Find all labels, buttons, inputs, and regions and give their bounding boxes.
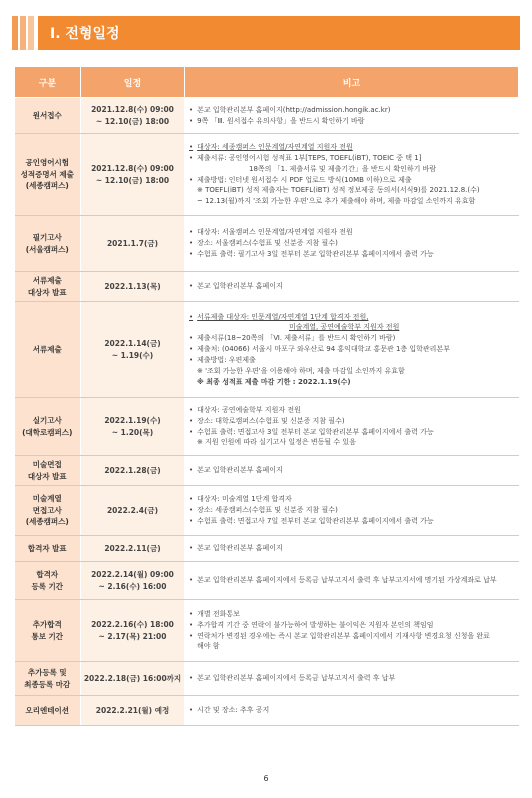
remark-line: • 본교 입학관리본부 홈페이지(http://admission.hongik.ac.kr) <box>189 105 515 116</box>
category-line: (세종캠퍼스) <box>25 181 69 191</box>
row-date <box>81 562 185 600</box>
category-line: 최종등록 마감 <box>24 679 71 689</box>
category-line: 대상자 발표 <box>27 471 67 481</box>
remark-line: • 대상자: 미술계열 1단계 합격자 <box>189 494 515 505</box>
row-date <box>81 98 185 134</box>
remark-line: • 본교 입학관리본부 홈페이지 <box>189 543 515 554</box>
date-line: ~ 2.16(수) 16:00 <box>98 581 167 591</box>
category-line: 성적증명서 제출 <box>20 169 74 179</box>
date-line: ~ 1.20(목) <box>111 427 154 437</box>
category-line: 공인영어시험 <box>25 158 69 168</box>
row-category <box>15 486 81 536</box>
table-row <box>15 216 519 272</box>
date-line: 2022.1.19(수) <box>104 415 161 425</box>
header-category: 구분 <box>15 67 81 98</box>
header-remarks: 비고 <box>185 67 519 98</box>
row-date <box>81 696 185 726</box>
row-category <box>15 696 81 726</box>
row-category <box>15 600 81 662</box>
date-line: 2022.2.11(금) <box>104 543 161 553</box>
row-date <box>81 398 185 456</box>
category-line: (세종캠퍼스) <box>25 517 69 527</box>
row-remarks <box>185 302 519 398</box>
row-date <box>81 486 185 536</box>
remark-line: • 본교 입학관리본부 홈페이지에서 등록금 납부고지서 출력 후 납부 <box>189 673 515 684</box>
row-remarks <box>185 216 519 272</box>
schedule-table <box>14 66 519 726</box>
date-line: 2022.2.14(월) 09:00 <box>91 569 174 579</box>
category-line: 실기고사 <box>32 415 62 425</box>
category-line: 추가등록 및 <box>27 667 67 677</box>
row-remarks <box>185 134 519 216</box>
remark-line: 미술계열, 공연예술학부 지원자 전원 <box>289 323 400 332</box>
table-row <box>15 398 519 456</box>
remark-line: • 9쪽 「Ⅲ. 원서접수 유의사항」을 반드시 확인하기 바람 <box>189 116 515 127</box>
row-category <box>15 216 81 272</box>
remark-line: ~ 12.13(월)까지 '조회 가능한 우편'으로 추가 제출해야 하며, 제출 마감일 소인까지 유효함 <box>197 197 476 206</box>
remark-line: • 제출방법: 인터넷 원서접수 시 PDF 업로드 방식(10MB 이하)으로 제출 <box>189 175 515 186</box>
page-number: 6 <box>263 774 269 783</box>
remark-line: • 수험표 출력: 면접고사 7일 전부터 본교 입학관리본부 홈페이지에서 출력 가능 <box>189 516 515 527</box>
table-row <box>15 662 519 696</box>
table-header-row <box>15 67 519 98</box>
title-stripe-3 <box>28 16 34 50</box>
category-line: (대학로캠퍼스) <box>22 427 73 437</box>
remark-line: 18쪽의 「1. 제출서류 및 제출기간」을 반드시 확인하기 바람 <box>249 164 437 173</box>
date-line: 2021.12.8(수) 09:00 <box>91 104 174 114</box>
date-line: 2022.2.4(금) <box>106 505 159 515</box>
remark-line: • 본교 입학관리본부 홈페이지 <box>189 281 515 292</box>
category-line: 서류제출 <box>32 275 62 285</box>
row-date <box>81 216 185 272</box>
row-date <box>81 456 185 486</box>
remark-line: • 제출방법: 우편제출 <box>189 355 515 366</box>
remark-line: ※ TOEFL(iBT) 성적 제출자는 TOEFL(iBT) 성적 정보제공 동의서(서식9)를 2021.12.8.(수) <box>197 186 480 195</box>
title-stripe-2 <box>20 16 26 50</box>
date-line: 2022.2.21(월) 예정 <box>95 705 170 715</box>
remark-line: • 본교 입학관리본부 홈페이지에서 등록금 납부고지서 출력 후 납부고지서에 명기된 가상계좌로 납부 <box>189 575 515 586</box>
row-date <box>81 600 185 662</box>
remark-line: • 제출서류(18~20쪽의 「Ⅵ. 제출서류」를 반드시 확인하기 바람) <box>189 333 515 344</box>
category-line: 원서접수 <box>32 110 62 120</box>
row-remarks <box>185 398 519 456</box>
remark-line: • 제출서류: 공인영어시험 성적표 1부[TEPS, TOEFL(iBT), TOEIC 중 택 1] <box>189 153 515 164</box>
date-line: 2022.2.18(금) 16:00까지 <box>83 673 182 683</box>
row-category <box>15 302 81 398</box>
date-line: 2022.1.14(금) <box>104 338 161 348</box>
table-row <box>15 600 519 662</box>
row-date <box>81 302 185 398</box>
remark-line: ※ 최종 성적표 제출 마감 기한 : 2022.1.19(수) <box>197 377 351 386</box>
remark-line: • 수험표 출력: 필기고사 3일 전부터 본교 입학관리본부 홈페이지에서 출력 가능 <box>189 249 515 260</box>
section-title: Ⅰ. 전형일정 <box>38 16 520 50</box>
category-line: 미술계열 <box>32 494 62 504</box>
date-line: ~ 12.10(금) 18:00 <box>95 175 170 185</box>
table-row <box>15 536 519 562</box>
row-category <box>15 456 81 486</box>
category-line: 대상자 발표 <box>27 287 67 297</box>
remark-line: • 추가합격 기간 중 연락이 불가능하여 발생하는 불이익은 지원자 본인의 책임임 <box>189 620 515 631</box>
date-line: ~ 1.19(수) <box>111 350 154 360</box>
remark-line: ※ 지원 인원에 따라 실기고사 일정은 변동될 수 있음 <box>197 438 356 447</box>
row-remarks <box>185 562 519 600</box>
row-category <box>15 536 81 562</box>
row-remarks <box>185 98 519 134</box>
date-line: 2022.2.16(수) 18:00 <box>91 619 174 629</box>
category-line: 오리엔테이션 <box>25 705 69 715</box>
date-line: 2021.1.7(금) <box>106 238 159 248</box>
row-category <box>15 562 81 600</box>
row-category <box>15 398 81 456</box>
row-category <box>15 98 81 134</box>
title-stripe-1 <box>12 16 18 50</box>
date-line: 2021.12.8(수) 09:00 <box>91 163 174 173</box>
row-remarks <box>185 456 519 486</box>
remark-line: 해야 함 <box>197 642 220 651</box>
remark-line: • 제출처: (04066) 서울시 마포구 와우산로 94 홍익대학교 홍문관 1층 입학관리본부 <box>189 344 515 355</box>
section-title-bar <box>12 16 520 50</box>
table-row <box>15 302 519 398</box>
remark-line: • 서류제출 대상자: 인문계열/자연계열 1단계 합격자 전원, <box>189 312 515 323</box>
row-date <box>81 272 185 302</box>
row-category <box>15 134 81 216</box>
category-line: 서류제출 <box>32 344 62 354</box>
table-row <box>15 98 519 134</box>
remark-line: • 대상자: 세종캠퍼스 인문계열/자연계열 지원자 전원 <box>189 142 515 153</box>
row-remarks <box>185 696 519 726</box>
row-remarks <box>185 662 519 696</box>
table-row <box>15 696 519 726</box>
remark-line: • 장소: 대학로캠퍼스(수험표 및 신분증 지참 필수) <box>189 416 515 427</box>
category-line: 미술면접 <box>32 459 62 469</box>
row-date <box>81 662 185 696</box>
remark-line: • 대상자: 서울캠퍼스 인문계열/자연계열 지원자 전원 <box>189 227 515 238</box>
remark-line: • 시간 및 장소: 추후 공지 <box>189 705 515 716</box>
row-remarks <box>185 600 519 662</box>
remark-line: ※ '조회 가능한 우편'을 이용해야 하며, 제출 마감일 소인까지 유효함 <box>197 366 405 375</box>
date-line: ~ 2.17(목) 21:00 <box>98 631 167 641</box>
category-line: 통보 기간 <box>31 631 64 641</box>
header-schedule: 일정 <box>81 67 185 98</box>
row-date <box>81 536 185 562</box>
category-line: 면접고사 <box>32 505 62 515</box>
remark-line: • 개별 전화통보 <box>189 609 515 620</box>
table-row <box>15 134 519 216</box>
remark-line: • 장소: 세종캠퍼스(수험표 및 신분증 지참 필수) <box>189 505 515 516</box>
category-line: 합격자 발표 <box>27 543 67 553</box>
row-category <box>15 272 81 302</box>
table-row <box>15 562 519 600</box>
date-line: 2022.1.28(금) <box>104 465 161 475</box>
category-line: 등록 기간 <box>31 581 64 591</box>
table-row <box>15 456 519 486</box>
remark-line: • 대상자: 공연예술학부 지원자 전원 <box>189 405 515 416</box>
date-line: 2022.1.13(목) <box>104 281 161 291</box>
row-remarks <box>185 272 519 302</box>
remark-line: • 수험표 출력: 면접고사 3일 전부터 본교 입학관리본부 홈페이지에서 출력 가능 <box>189 427 515 438</box>
category-line: 합격자 <box>36 569 59 579</box>
row-remarks <box>185 536 519 562</box>
row-remarks <box>185 486 519 536</box>
category-line: 추가합격 <box>32 619 62 629</box>
table-row <box>15 272 519 302</box>
date-line: ~ 12.10(금) 18:00 <box>95 116 170 126</box>
table-row <box>15 486 519 536</box>
remark-line: • 장소: 서울캠퍼스(수험표 및 신분증 지참 필수) <box>189 238 515 249</box>
category-line: 필기고사 <box>32 232 62 242</box>
category-line: (서울캠퍼스) <box>25 244 69 254</box>
row-category <box>15 662 81 696</box>
remark-line: • 본교 입학관리본부 홈페이지 <box>189 465 515 476</box>
row-date <box>81 134 185 216</box>
remark-line: • 연락처가 변경된 경우에는 즉시 본교 입학관리본부 홈페이지에서 기재사항 변경요청 신청을 완료 <box>189 631 515 642</box>
